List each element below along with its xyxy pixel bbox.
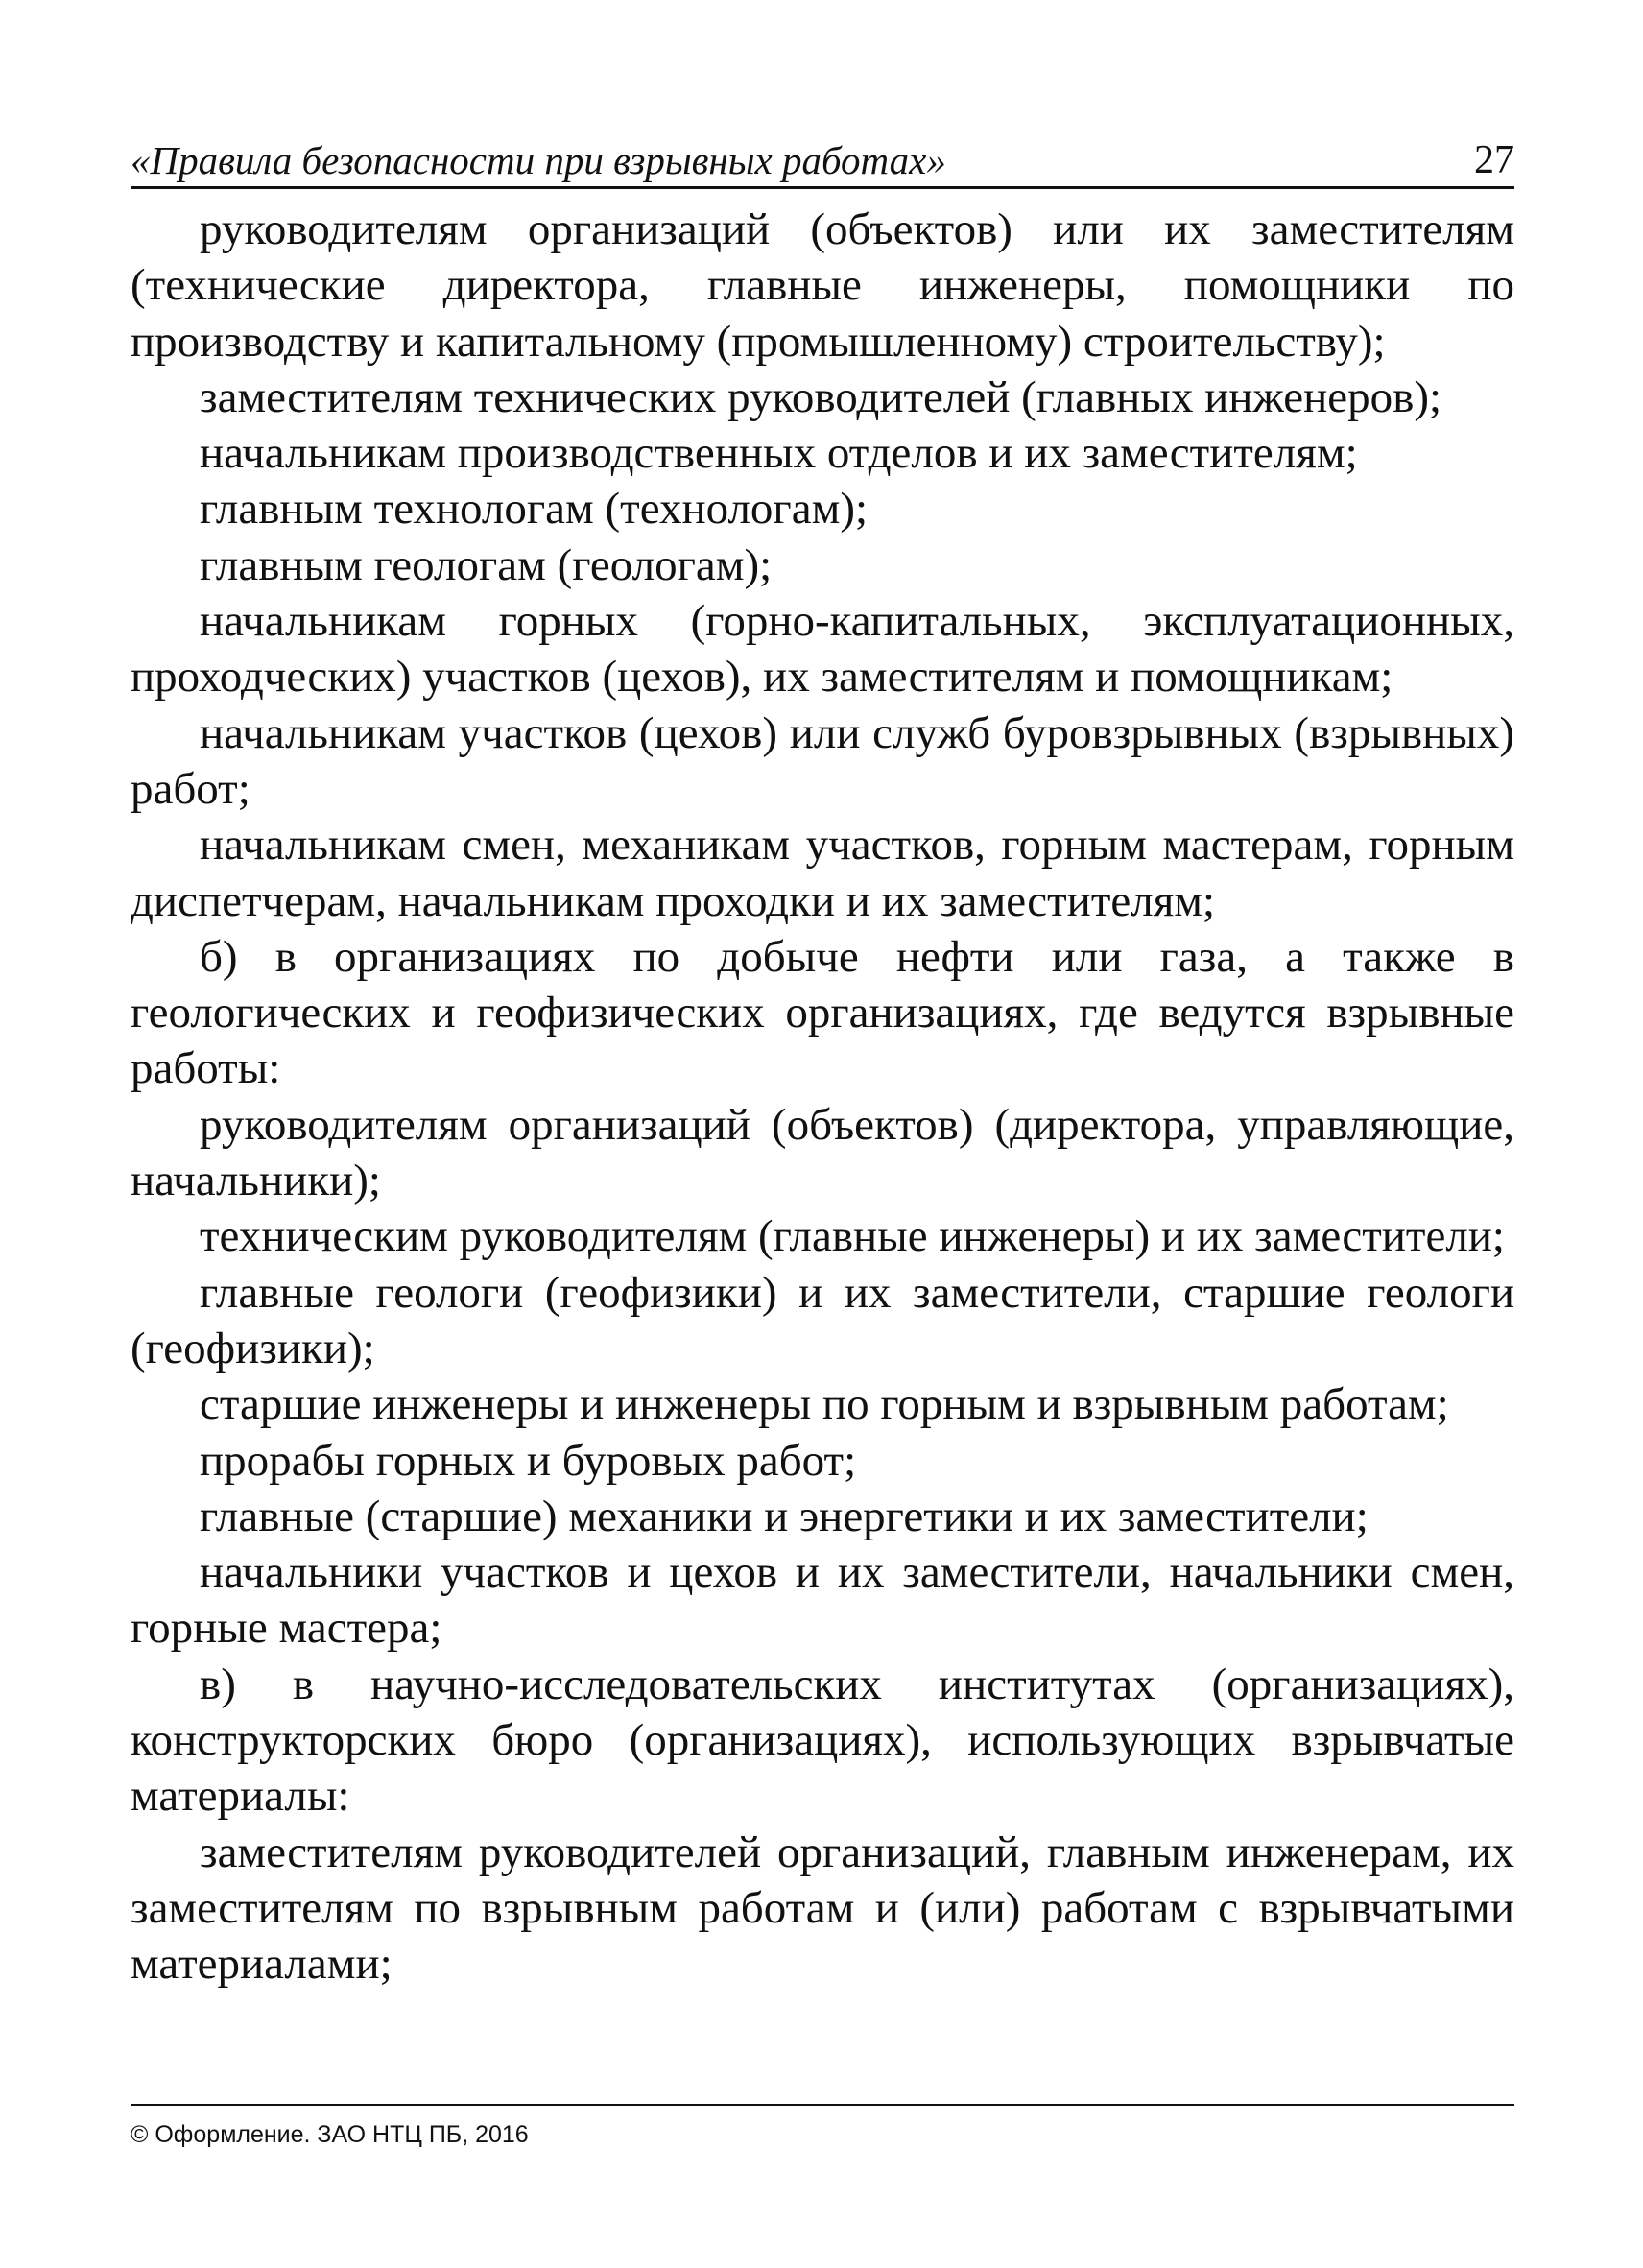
running-title: «Правила безопасности при взрывных работах»: [131, 138, 946, 182]
paragraph: б) в организациях по добыче нефти или газа, а также в геологических и геофизических организациях, где ведутся взрывные работы:: [131, 931, 1514, 1094]
paragraph: главным геологам (геологам);: [200, 539, 773, 590]
running-header: [131, 132, 1514, 189]
copyright-notice: © Оформление. ЗАО НТЦ ПБ, 2016: [131, 2121, 529, 2148]
paragraph: начальникам участков (цехов) или служб буровзрывных (взрывных) работ;: [131, 707, 1514, 814]
paragraph: начальникам смен, механикам участков, горным мастерам, горным диспетчерам, начальникам проходки и их заместителям;: [131, 820, 1514, 926]
paragraph: руководителям организаций (объектов) или их заместителям (технические директора, главные инженеры, помощники по производству и капитальному (промышленному) строительству);: [131, 204, 1514, 367]
paragraph: главные геологи (геофизики) и их заместители, старшие геологи (геофизики);: [131, 1267, 1514, 1373]
paragraph: техническим руководителям (главные инженеры) и их заместители;: [200, 1211, 1505, 1262]
page-footer: [131, 2104, 1514, 2150]
paragraph: заместителям технических руководителей (главных инженеров);: [200, 371, 1442, 422]
paragraph: начальникам горных (горно-капитальных, эксплуатационных, проходческих) участков (цехов), их заместителям и помощникам;: [131, 596, 1514, 703]
paragraph: главным технологам (технологам);: [200, 484, 869, 535]
body-text: [131, 202, 1514, 1993]
paragraph: прорабы горных и буровых работ;: [200, 1435, 857, 1486]
paragraph: заместителям руководителей организаций, главным инженерам, их заместителям по взрывным работам и (или) работам с взрывчатыми материалами;: [131, 1826, 1514, 1990]
paragraph: начальникам производственных отделов и их заместителям;: [200, 428, 1358, 479]
paragraph: в) в научно-исследовательских институтах (организациях), конструкторских бюро (организациях), использующих взрывчатые материалы:: [131, 1659, 1514, 1822]
page-number: 27: [1474, 138, 1514, 182]
paragraph: руководителям организаций (объектов) (директора, управляющие, начальники);: [131, 1099, 1514, 1206]
paragraph: главные (старшие) механики и энергетики и их заместители;: [200, 1491, 1369, 1541]
paragraph: начальники участков и цехов и их заместители, начальники смен, горные мастера;: [131, 1547, 1514, 1654]
paragraph: старшие инженеры и инженеры по горным и взрывным работам;: [200, 1379, 1449, 1430]
